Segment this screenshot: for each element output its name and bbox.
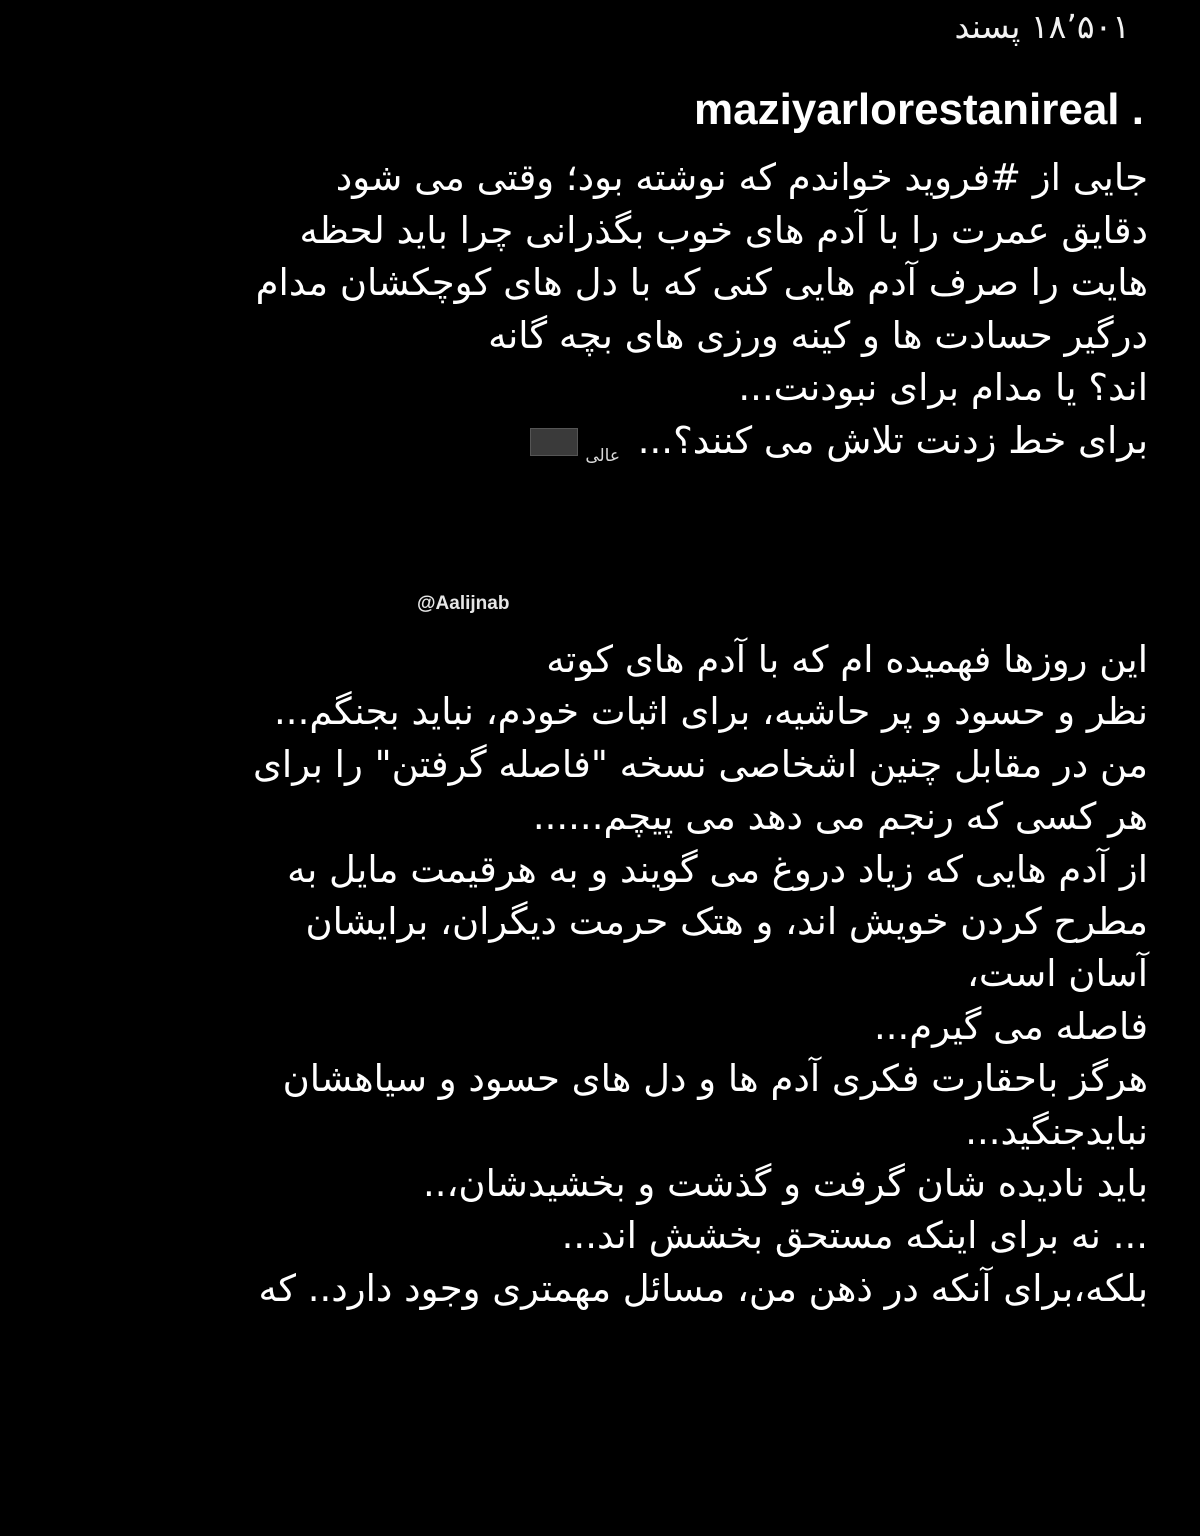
blurred-watermark-box: [530, 428, 578, 456]
inline-watermark-text: عالی: [585, 446, 621, 466]
caption-line-text: برای خط زدنت تلاش می کنند؟...: [637, 418, 1148, 462]
caption-block-2: [253, 634, 1148, 1315]
caption-line: هر کسی که رنجم می دهد می پیچم......: [532, 795, 1148, 839]
caption-line-with-watermark: [256, 415, 1148, 468]
caption-block-1: [256, 152, 1148, 467]
caption-line: هایت را صرف آدم هایی کنی که با دل های کوچکشان مدام: [255, 261, 1148, 304]
caption-line: اند؟ یا مدام برای نبودنت...: [738, 366, 1148, 409]
caption-line: نبایدجنگید...: [965, 1109, 1148, 1153]
caption-line: بلکه،برای آنکه در ذهن من، مسائل مهمتری وجود دارد.. که: [258, 1266, 1148, 1310]
source-handle-watermark: @Aalijnab: [417, 593, 510, 614]
caption-line: درگیر حسادت ها و کینه ورزی های بچه گانه: [488, 313, 1148, 357]
caption-line: باید نادیده شان گرفت و گذشت و بخشیدشان،..: [422, 1161, 1148, 1205]
username-link[interactable]: maziyarlorestanireal: [693, 85, 1120, 134]
caption-line: نظر و حسود و پر حاشیه، برای اثبات خودم، نباید بجنگم...: [274, 690, 1148, 734]
caption-line: آسان است،: [966, 952, 1148, 996]
username-row: [694, 82, 1144, 138]
caption-line: این روزها فهمیده ام که با آدم های کوته: [546, 638, 1148, 681]
likes-count[interactable]: ۱۸٬۵۰۱ پسند: [954, 7, 1130, 46]
inline-watermark: [530, 422, 621, 466]
caption-line: هرگز باحقارت فکری آدم ها و دل های حسود و سیاهشان: [282, 1057, 1148, 1101]
caption-line: دقایق عمرت را با آدم های خوب بگذرانی چرا باید لحظه: [299, 208, 1148, 252]
username-dot: .: [1131, 85, 1144, 134]
caption-line: از آدم هایی که زیاد دروغ می گویند و به هرقیمت مایل به: [287, 847, 1148, 891]
caption-line: فاصله می گیرم...: [873, 1004, 1148, 1048]
caption-line: من در مقابل چنین اشخاصی نسخه "فاصله گرفتن" را برای: [252, 742, 1148, 786]
caption-line: جایی از #فروید خواندم که نوشته بود؛ وقتی می شود: [335, 156, 1148, 199]
caption-line: مطرح کردن خویش اند، و هتک حرمت دیگران، برایشان: [305, 899, 1148, 943]
caption-line: ... نه برای اینکه مستحق بخشش اند...: [561, 1214, 1148, 1258]
